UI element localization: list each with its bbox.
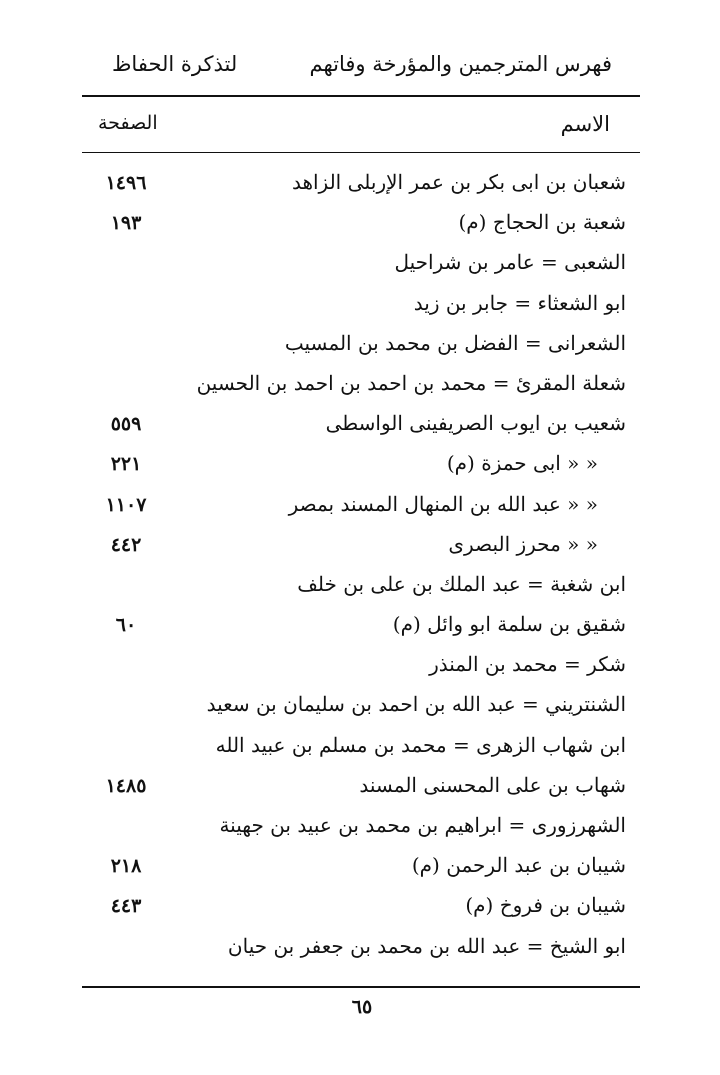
entry-name: الشهرزورى = ابراهيم بن محمد بن عبيد بن جهينة <box>219 813 626 837</box>
index-entries <box>82 164 640 968</box>
entry-name: « « عبد الله بن المنهال المسند بمصر <box>288 491 598 516</box>
entry-page-number: ٢١٨ <box>110 855 142 878</box>
index-entry <box>82 686 640 726</box>
index-entry <box>82 204 640 244</box>
entry-page-number: ٦٠ <box>115 614 137 637</box>
index-entry <box>82 646 640 686</box>
entry-name: الشنتريني = عبد الله بن احمد بن سليمان بن سعيد <box>206 692 626 717</box>
index-entry <box>82 566 640 606</box>
top-rule <box>82 95 640 97</box>
column-header-name: الاسم <box>560 112 610 136</box>
entry-name: الشعبى = عامر بن شراحيل <box>394 250 626 275</box>
entry-page-number: ١٩٣ <box>110 212 142 235</box>
entry-name: ابو الشعثاء = جابر بن زيد <box>413 290 626 315</box>
entry-page-number: ٤٤٣ <box>110 895 142 918</box>
entry-name: شهاب بن على المحسنى المسند <box>359 772 626 797</box>
entry-page-number: ٢٢١ <box>110 453 142 476</box>
index-entry <box>82 486 640 526</box>
entry-name: ابن شهاب الزهرى = محمد بن مسلم بن عبيد الله <box>215 732 626 757</box>
entry-name: ابو الشيخ = عبد الله بن محمد بن جعفر بن حيان <box>227 933 626 958</box>
entry-name: شكر = محمد بن المنذر <box>429 652 626 677</box>
index-entry <box>82 325 640 365</box>
entry-page-number: ٥٥٩ <box>110 413 142 436</box>
entry-page-number: ٤٤٢ <box>110 533 142 556</box>
entry-page-number: ١٤٩٦ <box>105 172 147 194</box>
entry-name: شعيب بن ايوب الصريفينى الواسطى <box>325 411 626 436</box>
entry-name: شعبة بن الحجاج (م) <box>458 210 626 235</box>
index-entry <box>82 887 640 927</box>
index-entry <box>82 807 640 847</box>
page-number: ٦٥ <box>351 996 373 1018</box>
entry-name: شعبان بن ابى بكر بن عمر الإربلى الزاهد <box>291 170 626 194</box>
index-entry <box>82 285 640 325</box>
header-rule <box>82 152 640 153</box>
entry-name: ابن شغبة = عبد الملك بن على بن خلف <box>297 571 626 596</box>
index-entry <box>82 164 640 204</box>
entry-name: « « محرز البصرى <box>448 531 598 556</box>
running-header-book: لتذكرة الحفاظ <box>112 52 238 76</box>
index-entry <box>82 727 640 767</box>
entry-name: شقيق بن سلمة ابو وائل (م) <box>392 612 626 637</box>
entry-page-number: ١٤٨٥ <box>105 774 147 797</box>
bottom-rule <box>82 986 640 988</box>
entry-name: شيبان بن فروخ (م) <box>465 893 626 918</box>
index-entry <box>82 405 640 445</box>
index-entry <box>82 767 640 807</box>
entry-name: الشعرانى = الفضل بن محمد بن المسيب <box>284 330 626 355</box>
index-entry <box>82 606 640 646</box>
entry-name: شعلة المقرئ = محمد بن احمد بن احمد بن الحسين <box>196 370 626 395</box>
index-entry <box>82 244 640 284</box>
entry-name: شيبان بن عبد الرحمن (م) <box>411 853 626 878</box>
index-entry <box>82 445 640 485</box>
index-entry <box>82 928 640 968</box>
index-entry <box>82 847 640 887</box>
index-entry <box>82 365 640 405</box>
entry-name: « « ابى حمزة (م) <box>446 451 598 476</box>
column-header-page: الصفحة <box>98 112 158 134</box>
index-entry <box>82 526 640 566</box>
running-header-title: فهرس المترجمين والمؤرخة وفاتهم <box>309 52 612 76</box>
entry-page-number: ١١٠٧ <box>105 493 147 516</box>
